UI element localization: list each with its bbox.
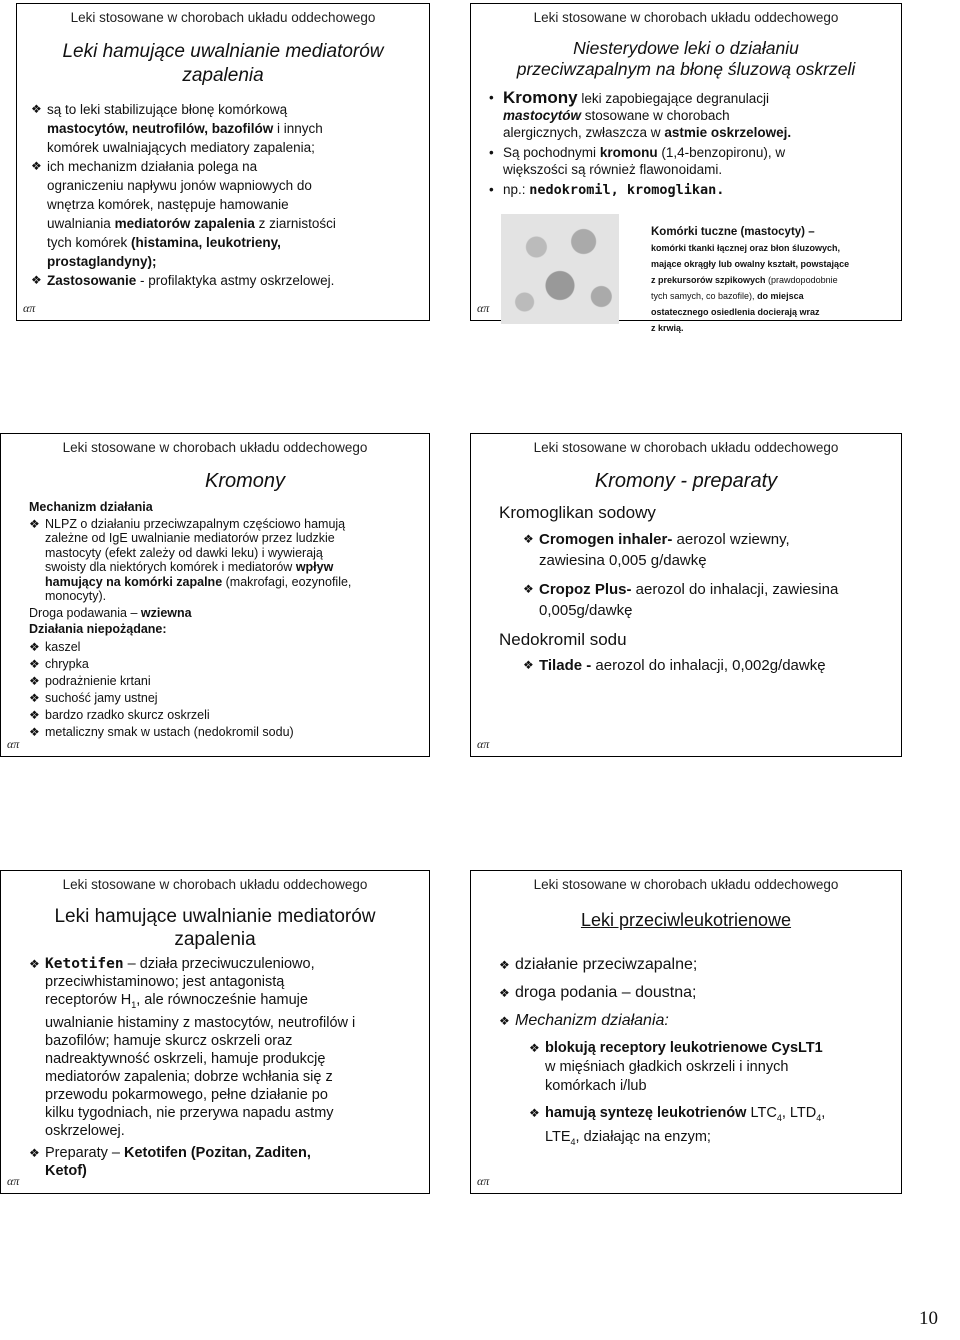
list-item: ❖ działanie przeciwzapalne; (499, 955, 893, 975)
slide-6 (470, 870, 902, 1194)
slide-title: Kromony (204, 470, 286, 492)
diamond-bullet-icon (523, 529, 539, 550)
list-item: ❖ Mechanizm działania: (499, 1011, 893, 1031)
slide-header: Leki stosowane w chorobach układu oddechowego (533, 877, 839, 892)
diamond-bullet-icon (29, 955, 45, 973)
diamond-bullet-icon (29, 656, 45, 673)
logo: απ (7, 1174, 20, 1188)
list-item: ❖ Tilade - aerozol do inhalacji, 0,002g/dawkę (499, 655, 893, 676)
list-item: • np.: nedokromil, kromoglikan. (489, 181, 893, 199)
logo: απ (23, 301, 36, 315)
diamond-bullet-icon (29, 639, 45, 656)
slide-title: Leki hamujące uwalnianie mediatorów zapalenia (54, 906, 376, 950)
list-item: ❖ ich mechanizm działania polega na ograniczeniu napływu jonów wapniowych do wnętrza komórek, następuje hamowanie uwalniania mediatorów zapalenia z ziarnistości tych komórek (histamina, leukotrieny, prostaglandyny); (31, 157, 419, 271)
list-item: ❖ podrażnienie krtani (29, 673, 421, 690)
slide-body: Mechanizm działania ❖ NLPZ o działaniu przeciwzapalnym częściowo hamują zależne od IgE uwalnianie mediatorów przez ludzkie mastocyty (efekt zależy od dawki leku) i wywierają swoisty dla niektórych komórek i mediatorów wpływ hamujący na komórki zapalne (makrofagi, eozynofile, monocyty). Droga podawania – wziewna Działania niepożądane: ❖ kaszel ❖ chrypka ❖ podrażnienie krtani ❖ suchość jamy ustnej ❖ bardzo rzadko skurcz oskrzeli ❖ metaliczny smak w ustach (nedokromil sodu) (29, 500, 421, 741)
diamond-bullet-icon (499, 983, 515, 1003)
diamond-bullet-icon (29, 724, 45, 741)
slide-4 (470, 433, 902, 757)
diamond-bullet-icon (31, 100, 47, 119)
logo: απ (477, 301, 490, 315)
diamond-bullet-icon (523, 655, 539, 676)
diamond-bullet-icon (529, 1104, 545, 1123)
slide-2 (470, 3, 902, 333)
list-item: • Kromony leki zapobiegające degranulacji mastocytów stosowane w chorobach alergicznych, zwłaszcza w astmie oskrzelowej. (489, 89, 893, 141)
slide-body: ❖ Ketotifen – działa przeciwuczuleniowo, przeciwhistaminowo; jest antagonistą receptorów $H_1$, ale równocześnie hamuje uwalnianie histaminy z mastocytów, neutrofilów i bazofilów; hamuje skurcz oskrzeli oraz nadreaktywność oskrzeli, hamuje produkcję mediatorów zapalenia; dobrze wchłania się z przewodu pokarmowego, pełne działanie po kilku tygodniach, nie przerywa napadu astmy oskrzelowej. ❖ Preparaty – Ketotifen (Pozitan, Zaditen, Ketof) (29, 955, 421, 1180)
diamond-bullet-icon (31, 157, 47, 176)
slide-body (489, 89, 893, 199)
list-item: ❖ chrypka (29, 656, 421, 673)
slide-3 (0, 433, 430, 757)
list-item: ❖ są to leki stabilizujące błonę komórkową mastocytów, neutrofilów, bazofilów i innych komórek uwalniających mediatory zapalenia; (31, 100, 419, 157)
diamond-bullet-icon (29, 690, 45, 707)
diamond-bullet-icon (523, 579, 539, 600)
diamond-bullet-icon (29, 673, 45, 690)
diamond-bullet-icon (499, 955, 515, 975)
slide-title: Niesterydowe leki o działaniu przeciwzapalnym na błonę śluzową oskrzeli (516, 38, 856, 79)
list-item: ❖ Cropoz Plus- aerozol do inhalacji, zawiesina 0,005g/dawkę (499, 579, 893, 621)
diamond-bullet-icon (29, 707, 45, 724)
diamond-bullet-icon (31, 271, 47, 290)
logo: απ (7, 737, 20, 751)
list-item: ❖ hamują syntezę leukotrienów $LTC_4$, $LTD_4$, $LTE_4$, działając na enzym; (499, 1104, 893, 1152)
diamond-bullet-icon (529, 1039, 545, 1058)
slide-header: Leki stosowane w chorobach układu oddechowego (70, 10, 376, 25)
slide-header: Leki stosowane w chorobach układu oddechowego (533, 10, 839, 25)
list-item: ❖ suchość jamy ustnej (29, 690, 421, 707)
page-number: 10 (919, 1308, 938, 1329)
list-item: ❖ Cromogen inhaler- aerozol wziewny, zawiesina 0,005 g/dawkę (499, 529, 893, 571)
diamond-bullet-icon (29, 517, 45, 532)
list-item: ❖ Zastosowanie - profilaktyka astmy oskrzelowej. (31, 271, 419, 290)
list-item: • Są pochodnymi kromonu (1,4-benzopironu), w większości są również flawonoidami. (489, 144, 893, 178)
slide-1 (16, 3, 430, 321)
slide-title: Leki hamujące uwalnianie mediatorów zapalenia (62, 41, 384, 86)
list-item: ❖ metaliczny smak w ustach (nedokromil sodu) (29, 724, 421, 741)
slide-title: Leki przeciwleukotrienowe (580, 910, 792, 930)
slide-5 (0, 870, 430, 1194)
slide-header: Leki stosowane w chorobach układu oddechowego (62, 440, 368, 455)
list-item: ❖ bardzo rzadko skurcz oskrzeli (29, 707, 421, 724)
slide-title: Kromony - preparaty (594, 470, 778, 492)
diamond-bullet-icon (29, 1144, 45, 1162)
mast-cells-image (501, 214, 619, 324)
slide-body (499, 955, 893, 1152)
list-item: ❖ droga podania – doustna; (499, 983, 893, 1003)
list-item: ❖ Ketotifen – działa przeciwuczuleniowo, (29, 955, 421, 973)
list-item: ❖ Preparaty – Ketotifen (Pozitan, Zaditen, Ketof) (29, 1144, 421, 1180)
slide-body (31, 100, 419, 290)
logo: απ (477, 1174, 490, 1188)
slide-body: Kromoglikan sodowy ❖ Cromogen inhaler- aerozol wziewny, zawiesina 0,005 g/dawkę ❖ Cropoz Plus- aerozol do inhalacji, zawiesina 0,005g/dawkę Nedokromil sodu ❖ Tilade - aerozol do inhalacji, 0,002g/dawkę (499, 502, 893, 676)
slide-header: Leki stosowane w chorobach układu oddechowego (533, 440, 839, 455)
image-caption: Komórki tuczne (mastocyty) – komórki tkanki łącznej oraz błon śluzowych, mające okrągły lub owalny kształt, powstające z prekursorów szpikowych (prawdopodobnie tych samych, co bazofile), do miejsca ostatecznego osiedlenia docierają wraz z krwią. (651, 226, 850, 333)
list-item: ❖ NLPZ o działaniu przeciwzapalnym częściowo hamują zależne od IgE uwalnianie mediatorów przez ludzkie mastocyty (efekt zależy od dawki leku) i wywierają swoisty dla niektórych komórek i mediatorów wpływ hamujący na komórki zapalne (makrofagi, eozynofile, monocyty). (29, 517, 421, 604)
diamond-bullet-icon (499, 1011, 515, 1031)
slide-header: Leki stosowane w chorobach układu oddechowego (62, 877, 368, 892)
list-item: ❖ blokują receptory leukotrienowe CysLT1 w mięśniach gładkich oskrzeli i innych komórkach i/lub (499, 1039, 893, 1096)
logo: απ (477, 737, 490, 751)
list-item: ❖ kaszel (29, 639, 421, 656)
